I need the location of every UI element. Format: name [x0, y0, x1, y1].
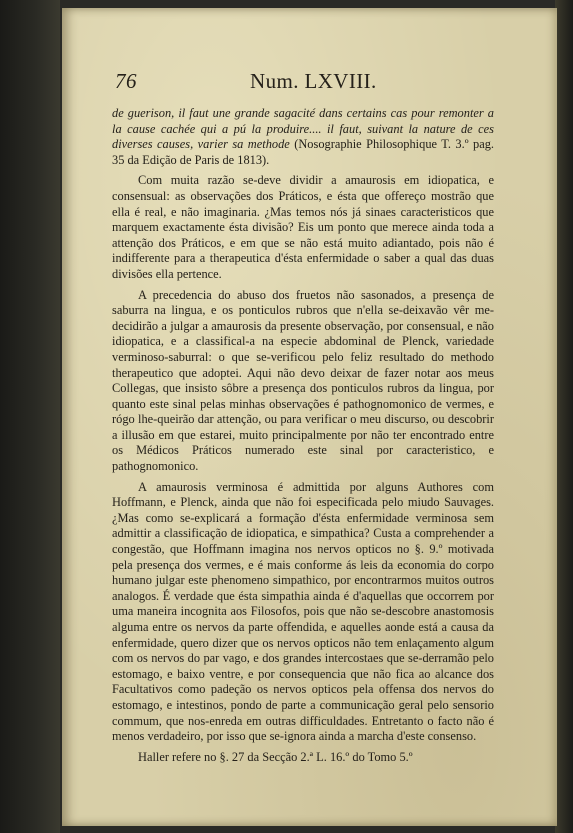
scan-right-edge	[555, 0, 573, 833]
scan-left-edge	[0, 0, 60, 833]
page-number: 76	[115, 69, 137, 93]
book-page	[62, 8, 557, 826]
body-paragraph-3: A amaurosis verminosa é admittida por alguns Authores com Hoffmann, e Plenck, ainda que não foi especificada pelo miudo Sauvages. ¿Mas como se-explicará a formação d'ésta enfermidade verminosa sem admittir a classificação de idiopatica, e simpathica? Custa a comprehender a congestão, que Hoffmann imagina nos nervos opticos no §. 9.º motivada pela presença dos vermes, e é mais conforme ás leis da economia do corpo humano julgar este phenomeno simpathico, por encontrarmos muitos outros analogos. É verdade que ésta simpathia ainda é d'aquellas que occorrem por uma maneira incognita aos Filosofos, pois que não se-descobre anastomosis alguma entre os nervos da parte offendida, e aquelles aonde está a causa da enfermidade, quero dizer que os nervos opticos não tem enlaçamento algum com os nervos do par vago, e dos grandes intercostaes que se-derramão pelo estomago, e baixo ventre, e por consequencia que não fica ao alcance dos Facultativos como padeção os nervos opticos pela offensa dos nervos do estomago, e intestinos, pondo de parte a communicação geral pelo sensorio commum, que nos-enreda em outras difficuldades. Entretanto o facto não é menos verdadeiro, por isso que se-ignora ainda a marcha d'este consenso.	[112, 479, 494, 744]
body-paragraph-4: Haller refere no §. 27 da Secção 2.ª L. 16.º do Tomo 5.º	[138, 749, 413, 764]
page-content	[112, 69, 494, 765]
quote-text: de guerison, il faut une grande sagacité dans certains cas pour remonter a la cause cachée qui a pú la produire.... il faut, suivant la nature de ces diverses causes, varier sa methode	[112, 106, 494, 152]
page-header	[112, 69, 494, 100]
body-paragraph-1: Com muita razão se-deve dividir a amaurosis em idiopatica, e consensual: as observações dos Práticos, e ésta que offereço mostrão que ella é real, e não imaginaria. ¿Mas temos nós já sinaes caracteristicos que marquem exactamente ésta divisão? Eis um ponto que merece ainda toda a attenção dos Práticos, e em que se não está muito adiantado, pois não é indifferente para a therapeutica d'ésta enfermidade o saber a qual das duas divisões ella pertence.	[112, 173, 494, 281]
quote-citation: (Nosographie Philosophique T. 3.º pag. 35 da Edição de Paris de 1813).	[112, 137, 494, 167]
quote-paragraph	[112, 106, 494, 168]
body-paragraph-2: A precedencia do abuso dos fruetos não sasonados, a presença de saburra na lingua, e os ponticulos rubros que n'ella se-deixavão vêr me-decidirão a julgar a amaurosis da presente observação, por consensual, e não idiopatica, e a classifical-a na especie abdominal de Plenck, variedade verminoso-saburral: o que se-verificou pelo feliz resultado do methodo therapeutico que adoptei. Aqui não devo deixar de fazer notar aos meus Collegas, que insisto sôbre a presença dos ponticulos rubros da lingua, por quanto este sinal pelas minhas observações é pathognomonico de vermes, e rógo lhe-queirão dar attenção, ou para verificar o meu discurso, ou descobrir a illusão em que estarei, muito principalmente por não ter encontrado entre os Médicos Práticos numerado este sinal por caracteristico, e pathognomonico.	[112, 287, 494, 474]
running-head: Num. LXVIII.	[250, 69, 377, 93]
